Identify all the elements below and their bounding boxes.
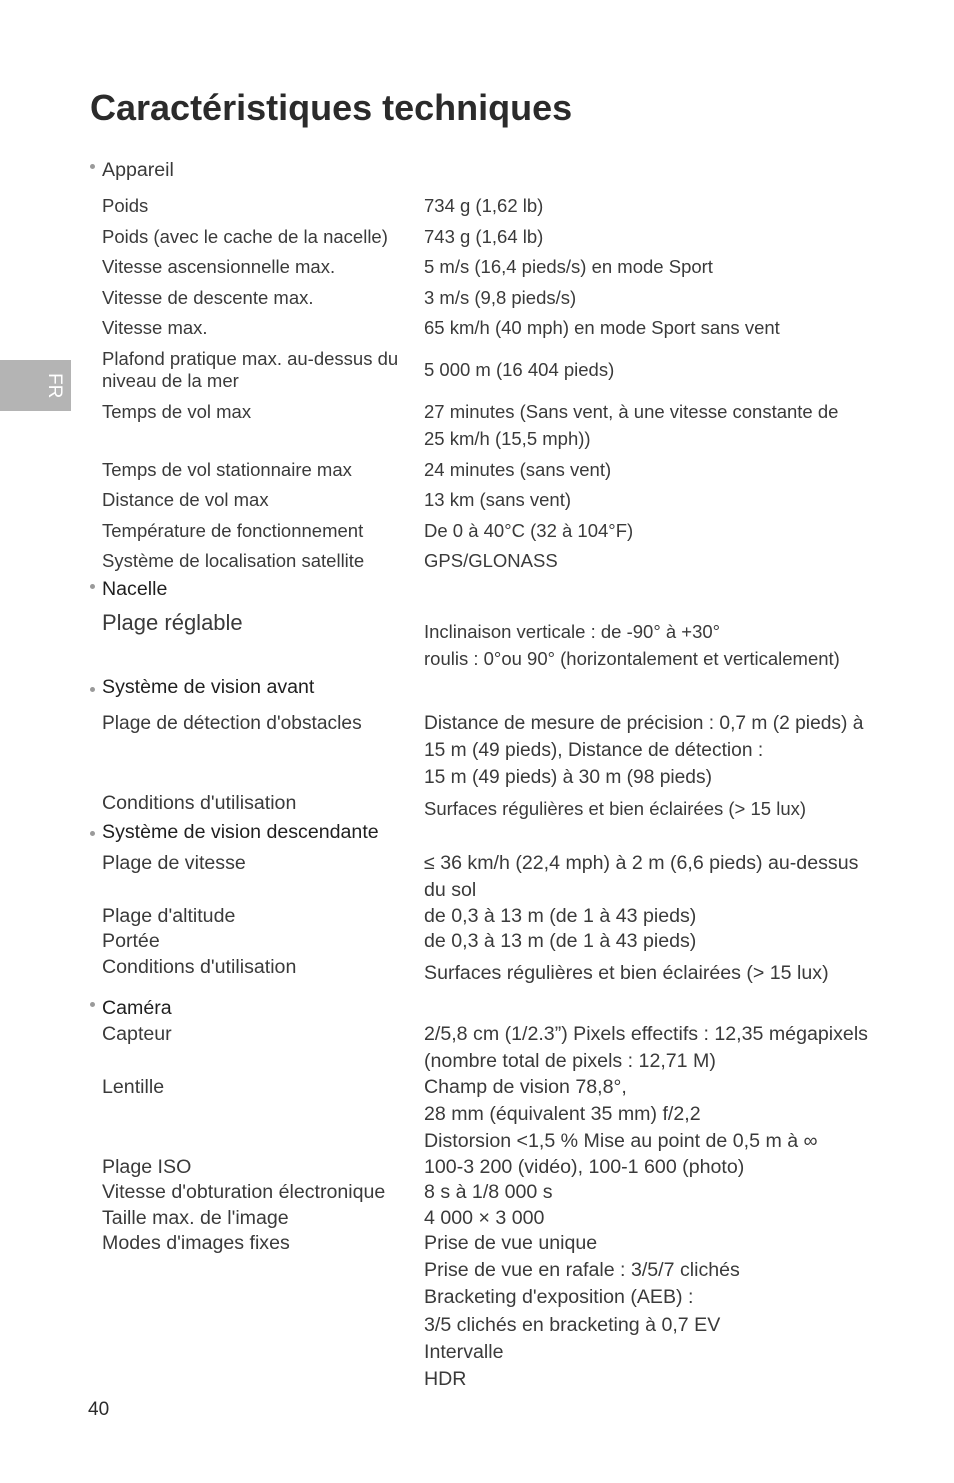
spec-label <box>102 456 424 483</box>
spec-label-line: Temps de vol max <box>102 401 252 422</box>
spec-value-line: roulis : 0°ou 90° (horizontalement et verticalement) <box>424 648 840 670</box>
spec-value-line: 2/5,8 cm (1/2.3”) Pixels effectifs : 12,35 mégapixels <box>424 1023 868 1045</box>
spec-label-line: Poids (avec le cache de la nacelle) <box>102 226 388 247</box>
bullet-icon <box>90 831 95 836</box>
spec-label-line: Vitesse max. <box>102 317 208 338</box>
section-header-camera <box>102 995 172 1022</box>
spec-value <box>424 1230 740 1393</box>
spec-value-line: De 0 à 40°C (32 à 104°F) <box>424 520 634 541</box>
spec-label-line: Plage d'altitude <box>102 905 236 927</box>
spec-label-line: Température de fonctionnement <box>102 520 364 541</box>
spec-value <box>424 609 840 672</box>
spec-value <box>424 1074 818 1156</box>
bullet-icon <box>90 1002 95 1007</box>
spec-value-line: ≤ 36 km/h (22,4 mph) à 2 m (6,6 pieds) au-dessus <box>424 852 859 874</box>
section-header-appareil <box>102 157 174 184</box>
spec-row <box>102 710 863 792</box>
spec-value-line: Distorsion <1,5 % Mise au point de 0,5 m à ∞ <box>424 1130 818 1153</box>
spec-label <box>102 547 424 574</box>
spec-value <box>424 954 829 987</box>
spec-row <box>102 850 858 904</box>
spec-value <box>424 850 858 904</box>
spec-row <box>102 1021 868 1075</box>
spec-label <box>102 192 424 219</box>
spec-label-line: Plage de vitesse <box>102 852 246 874</box>
spec-label <box>102 314 424 341</box>
spec-value <box>424 928 696 955</box>
spec-label-line: Distance de vol max <box>102 489 269 510</box>
section-title: Nacelle <box>102 578 168 600</box>
spec-value-line: 3 m/s (9,8 pieds/s) <box>424 287 577 308</box>
spec-label-line: Capteur <box>102 1023 172 1045</box>
spec-value-line: 15 m (49 pieds), Distance de détection : <box>424 740 764 762</box>
spec-value <box>424 517 633 544</box>
spec-label <box>102 517 424 544</box>
spec-label <box>102 223 424 250</box>
spec-value-line: Prise de vue en rafale : 3/5/7 clichés <box>424 1259 740 1282</box>
bullet-icon <box>90 687 95 692</box>
spec-label <box>102 928 424 955</box>
section-title: Système de vision descendante <box>102 821 379 843</box>
spec-row <box>102 314 780 341</box>
section-header-vision-avant <box>102 674 314 701</box>
spec-value <box>424 253 713 280</box>
spec-label-line: Taille max. de l'image <box>102 1207 289 1229</box>
spec-label <box>102 903 424 930</box>
spec-value-line: du sol <box>424 879 477 902</box>
spec-row <box>102 223 543 250</box>
spec-row <box>102 253 713 280</box>
spec-row <box>102 1074 818 1156</box>
spec-label <box>102 1179 424 1206</box>
spec-label-line: Vitesse ascensionnelle max. <box>102 256 336 277</box>
spec-value-line: 27 minutes (Sans vent, à une vitesse constante de <box>424 401 839 422</box>
spec-row <box>102 928 696 955</box>
spec-row <box>102 1154 744 1181</box>
spec-label-line: Modes d'images fixes <box>102 1232 290 1254</box>
page-number: 40 <box>88 1399 110 1420</box>
spec-label <box>102 1205 424 1232</box>
spec-label <box>102 486 424 513</box>
spec-value <box>424 1021 868 1075</box>
spec-row <box>102 1205 544 1232</box>
bullet-icon <box>90 164 95 169</box>
spec-label <box>102 398 424 425</box>
spec-row <box>102 517 633 544</box>
spec-value-line: GPS/GLONASS <box>424 550 558 571</box>
spec-value-line: 28 mm (équivalent 35 mm) f/2,2 <box>424 1103 701 1126</box>
spec-label <box>102 790 424 817</box>
spec-value-line: Bracketing d'exposition (AEB) : <box>424 1286 694 1309</box>
spec-label-line: Conditions d'utilisation <box>102 956 297 978</box>
spec-label-line: Portée <box>102 930 160 952</box>
spec-value-line: 743 g (1,64 lb) <box>424 226 544 247</box>
spec-row <box>102 1230 740 1393</box>
spec-value-line: 734 g (1,62 lb) <box>424 195 544 216</box>
spec-value-line: (nombre total de pixels : 12,71 M) <box>424 1050 716 1073</box>
spec-value-line: 5 m/s (16,4 pieds/s) en mode Sport <box>424 256 713 277</box>
section-title: Système de vision avant <box>102 676 315 698</box>
spec-value <box>424 1205 544 1232</box>
spec-value-line: 8 s à 1/8 000 s <box>424 1181 553 1203</box>
spec-value <box>424 314 780 341</box>
spec-value-line: HDR <box>424 1368 467 1391</box>
spec-row <box>102 790 806 822</box>
spec-label-line: Système de localisation satellite <box>102 550 365 571</box>
spec-value-line: Prise de vue unique <box>424 1232 598 1254</box>
spec-value-line: 24 minutes (sans vent) <box>424 459 612 480</box>
spec-row <box>102 348 614 392</box>
spec-row <box>102 456 611 483</box>
spec-value-line: de 0,3 à 13 m (de 1 à 43 pieds) <box>424 905 697 927</box>
spec-value <box>424 903 696 930</box>
spec-label-line: Vitesse d'obturation électronique <box>102 1181 386 1203</box>
spec-row <box>102 547 558 574</box>
spec-value-line: 15 m (49 pieds) à 30 m (98 pieds) <box>424 767 712 789</box>
spec-label <box>102 1021 424 1048</box>
spec-value <box>424 192 543 219</box>
spec-value <box>424 284 576 311</box>
spec-row <box>102 192 543 219</box>
spec-label <box>102 348 424 392</box>
spec-value-line: Intervalle <box>424 1340 504 1363</box>
section-header-vision-descendante <box>102 819 379 846</box>
language-tab <box>0 360 71 411</box>
spec-label <box>102 1074 424 1101</box>
spec-value-line: Champ de vision 78,8°, <box>424 1076 627 1098</box>
language-tab-label: FR <box>44 373 65 399</box>
spec-label-line: Plage de détection d'obstacles <box>102 713 362 734</box>
spec-row <box>102 903 696 930</box>
spec-label-line: Plage réglable <box>102 610 243 635</box>
spec-row <box>102 284 576 311</box>
spec-value <box>424 710 863 792</box>
section-title: Caméra <box>102 997 172 1019</box>
spec-value <box>424 1179 553 1206</box>
spec-value-line: 13 km (sans vent) <box>424 489 572 510</box>
spec-label-line: Plafond pratique max. au-dessus du <box>102 348 399 369</box>
spec-value-line: 65 km/h (40 mph) en mode Sport sans vent <box>424 317 780 338</box>
spec-value <box>424 398 838 452</box>
section-title: Appareil <box>102 159 174 181</box>
spec-value-line: Surfaces régulières et bien éclairées (> 15 lux) <box>424 962 829 984</box>
spec-row <box>102 1179 553 1206</box>
spec-row <box>102 954 829 987</box>
spec-value <box>424 547 558 574</box>
spec-label-line: Temps de vol stationnaire max <box>102 459 352 480</box>
page-title: Caractéristiques techniques <box>90 87 573 128</box>
spec-label-line: Plage ISO <box>102 1156 192 1178</box>
spec-row <box>102 398 838 452</box>
spec-row <box>102 609 840 672</box>
spec-value-line: 4 000 × 3 000 <box>424 1207 545 1229</box>
spec-value-line: 3/5 clichés en bracketing à 0,7 EV <box>424 1313 721 1336</box>
spec-label-line: Lentille <box>102 1076 165 1098</box>
spec-label-line: Conditions d'utilisation <box>102 792 297 814</box>
spec-label <box>102 710 424 737</box>
spec-label <box>102 284 424 311</box>
spec-value-line: 5 000 m (16 404 pieds) <box>424 359 615 380</box>
spec-row <box>102 486 571 513</box>
spec-value <box>424 456 611 483</box>
spec-label <box>102 1154 424 1181</box>
spec-value-line: de 0,3 à 13 m (de 1 à 43 pieds) <box>424 930 697 952</box>
spec-label-line: Vitesse de descente max. <box>102 287 314 308</box>
spec-label-line: niveau de la mer <box>102 370 239 391</box>
spec-value-line: Distance de mesure de précision : 0,7 m (2 pieds) à <box>424 713 864 734</box>
spec-value <box>424 1154 744 1181</box>
spec-label <box>102 954 424 981</box>
spec-label <box>102 1230 424 1257</box>
spec-label <box>102 850 424 877</box>
spec-value <box>424 486 571 513</box>
spec-value-line: Surfaces régulières et bien éclairées (> 15 lux) <box>424 798 807 819</box>
spec-value <box>424 790 806 822</box>
spec-value-line: 25 km/h (15,5 mph)) <box>424 428 591 450</box>
spec-value <box>424 348 614 383</box>
spec-value <box>424 223 543 250</box>
spec-label <box>102 609 424 636</box>
spec-label <box>102 253 424 280</box>
spec-value-line: Inclinaison verticale : de -90° à +30° <box>424 621 721 642</box>
bullet-icon <box>90 584 95 589</box>
section-header-nacelle <box>102 576 167 603</box>
spec-label-line: Poids <box>102 195 149 216</box>
spec-value-line: 100-3 200 (vidéo), 100-1 600 (photo) <box>424 1156 745 1178</box>
